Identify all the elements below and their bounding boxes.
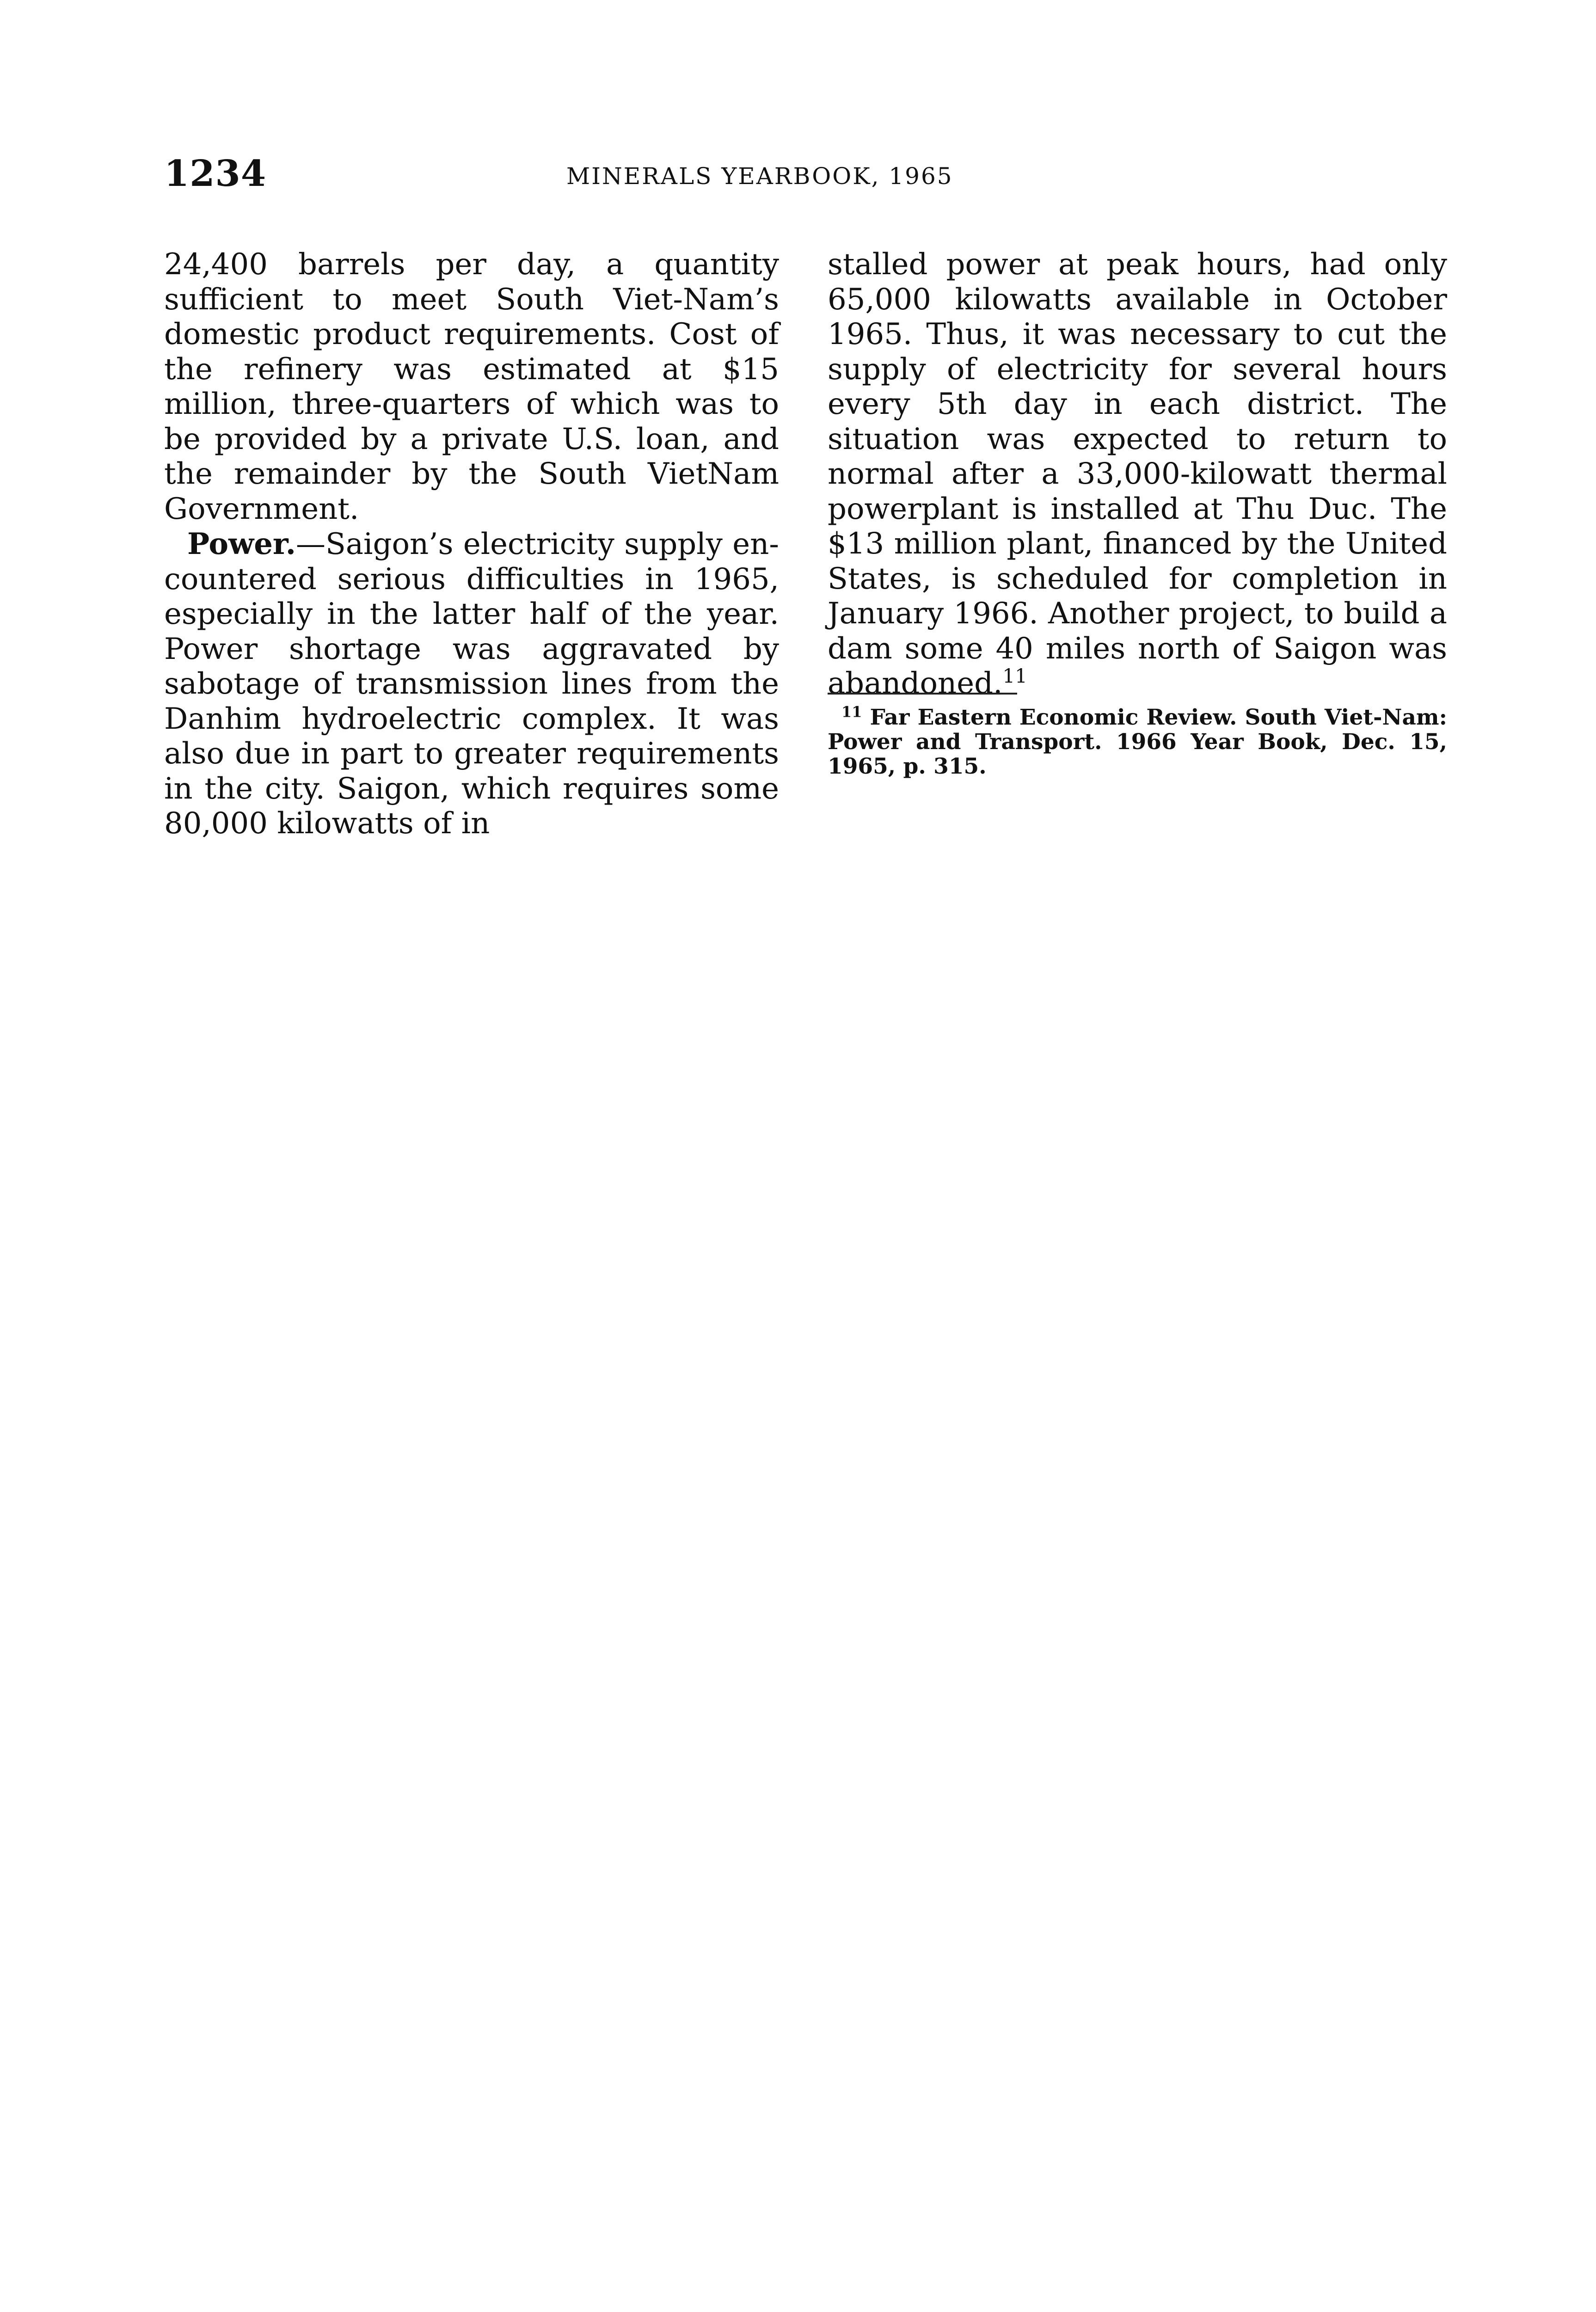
- right-column: [828, 247, 1447, 701]
- footnote-reference: 11: [1002, 664, 1027, 688]
- footnote-number: 11: [841, 703, 862, 721]
- page-header: [164, 153, 1449, 208]
- power-heading: Power.: [187, 527, 296, 561]
- paragraph-power: [164, 527, 779, 842]
- footnote-text: Far Eastern Economic Review. South Viet-Nam: Power and Transport. 1966 Year Book, Dec. 15, 1965, p. 315.: [828, 705, 1447, 779]
- running-head: MINERALS YEARBOOK, 1965: [566, 163, 953, 190]
- paragraph-power-continued: [828, 247, 1447, 701]
- footnote-item: [828, 705, 1447, 779]
- power-body: —Saigon’s electricity supply encountered serious difficulties in 1965, especially in the latter half of the year. Power shortage was aggravated by sabotage of transmission lines from the Danhim hydroelectric complex. It was also due in part to greater requirements in the city. Saigon, which requires some 80,000 kilowatts of in: [164, 527, 779, 841]
- power-continued-text: stalled power at peak hours, had only 65,000 kilowatts available in October 1965. Thus, it was necessary to cut the supply of electricity for several hours every 5th day in each district. The situation was expected to return to normal after a 33,000-kilowatt thermal powerplant is installed at Thu Duc. The $13 million plant, financed by the United States, is scheduled for completion in January 1966. Another project, to build a dam some 40 miles north of Saigon was abandoned.: [828, 247, 1447, 701]
- footnotes: [828, 705, 1447, 779]
- footnote-divider: [828, 693, 1017, 695]
- page-number: 1234: [164, 153, 267, 195]
- left-column: [164, 247, 779, 842]
- paragraph-refinery: 24,400 barrels per day, a quantity sufficient to meet South Viet-Nam’s domestic product requirements. Cost of the refinery was estimated at $15 million, three-quarters of which was to be provided by a private U.S. loan, and the remainder by the South VietNam Government.: [164, 247, 779, 526]
